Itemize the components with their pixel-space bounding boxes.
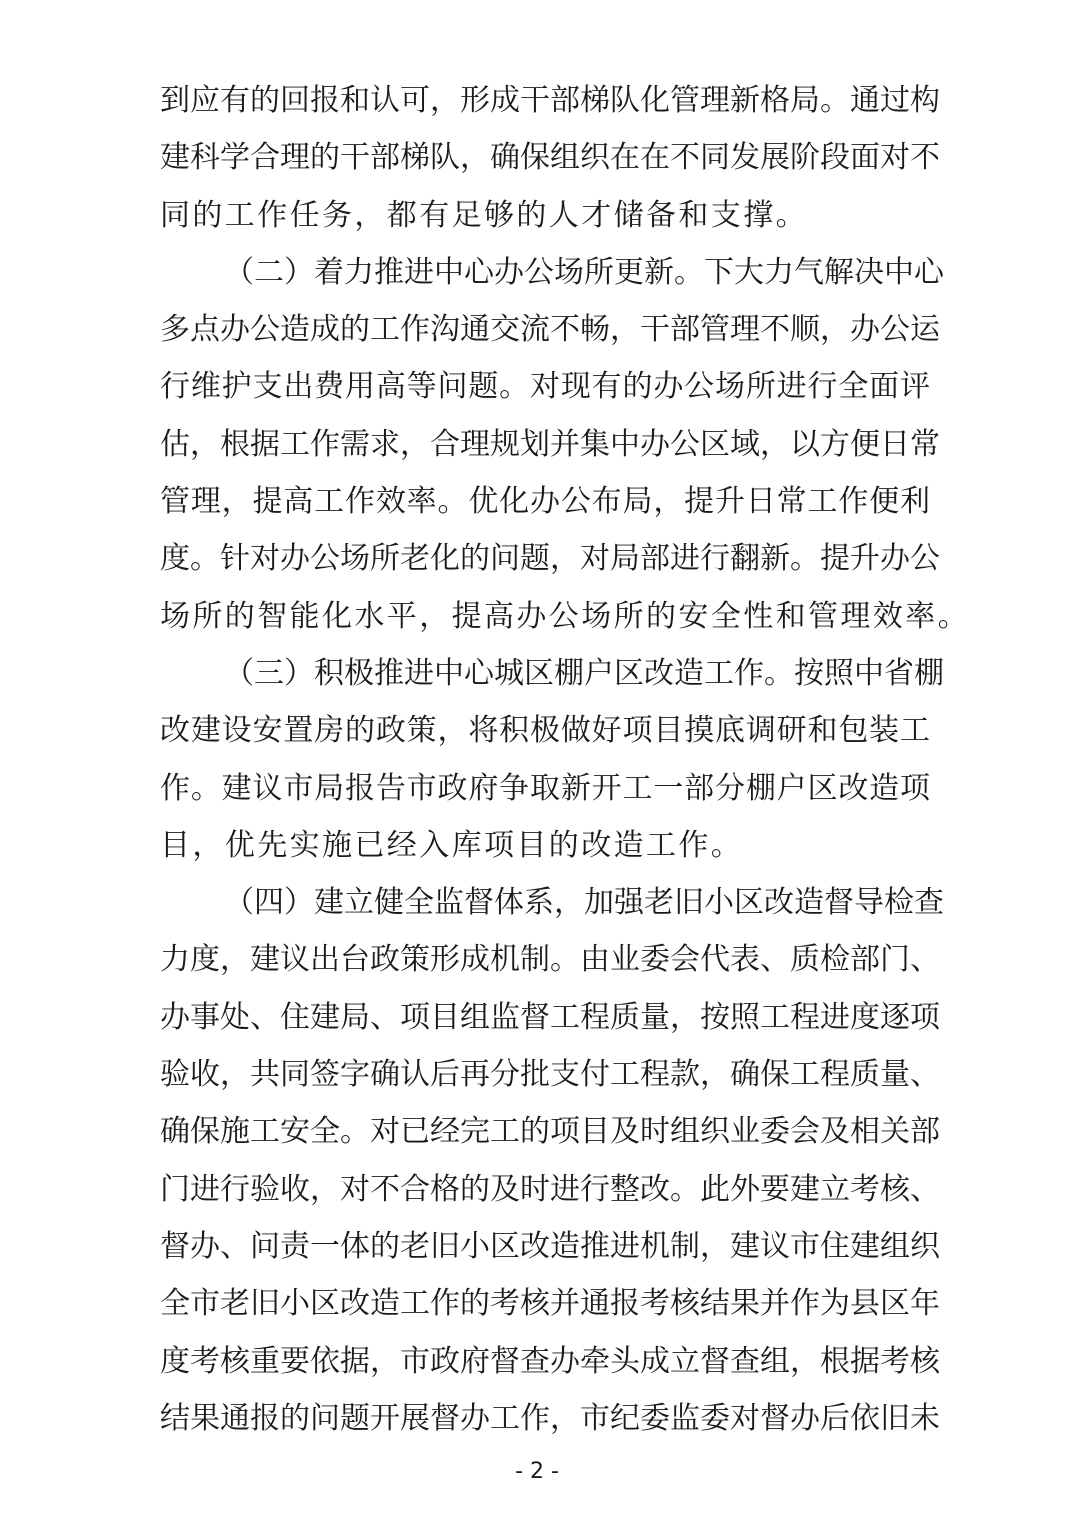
text-line: 行维护支出费用高等问题。对现有的办公场所进行全面评: [160, 369, 930, 405]
text-line: 同的工作任务，都有足够的人才储备和支撑。: [160, 197, 808, 233]
text-line: 度。针对办公场所老化的问题，对局部进行翻新。提升办公: [160, 541, 940, 577]
text-line: 确保施工安全。对已经完工的项目及时组织业委会及相关部: [160, 1114, 940, 1150]
paragraph-heading-line: （四）建立健全监督体系，加强老旧小区改造督导检查: [224, 885, 944, 921]
text-line: 估，根据工作需求，合理规划并集中办公区域，以方便日常: [160, 426, 940, 462]
text-line: 全市老旧小区改造工作的考核并通报考核结果并作为县区年: [160, 1286, 940, 1322]
text-line: 多点办公造成的工作沟通交流不畅，干部管理不顺，办公运: [160, 312, 940, 348]
text-line: 验收，共同签字确认后再分批支付工程款，确保工程质量、: [160, 1057, 940, 1093]
page-number: - 2 -: [515, 1459, 559, 1484]
paragraph-heading-line: （三）积极推进中心城区棚户区改造工作。按照中省棚: [224, 655, 944, 691]
body-text: [160, 72, 970, 1447]
text-line: 办事处、住建局、项目组监督工程质量，按照工程进度逐项: [160, 999, 940, 1035]
text-line: 力度，建议出台政策形成机制。由业委会代表、质检部门、: [160, 942, 940, 978]
text-line: 建科学合理的干部梯队，确保组织在在不同发展阶段面对不: [160, 140, 940, 176]
text-line: 度考核重要依据，市政府督查办牵头成立督查组，根据考核: [160, 1343, 940, 1379]
text-line: 管理，提高工作效率。优化办公布局，提升日常工作便利: [160, 484, 930, 520]
paragraph-heading-line: （二）着力推进中心办公场所更新。下大力气解决中心: [224, 254, 944, 290]
text-line: 改建设安置房的政策，将积极做好项目摸底调研和包装工: [160, 713, 930, 749]
text-line: 结果通报的问题开展督办工作，市纪委监委对督办后依旧未: [160, 1400, 940, 1436]
text-line: 场所的智能化水平，提高办公场所的安全性和管理效率。: [160, 598, 970, 634]
text-line: 到应有的回报和认可，形成干部梯队化管理新格局。通过构: [160, 83, 940, 118]
text-line: 目，优先实施已经入库项目的改造工作。: [160, 827, 744, 863]
text-line: 督办、问责一体的老旧小区改造推进机制，建议市住建组织: [160, 1228, 940, 1264]
text-line: 门进行验收，对不合格的及时进行整改。此外要建立考核、: [160, 1171, 940, 1207]
text-line: 作。建议市局报告市政府争取新开工一部分棚户区改造项: [160, 770, 930, 806]
